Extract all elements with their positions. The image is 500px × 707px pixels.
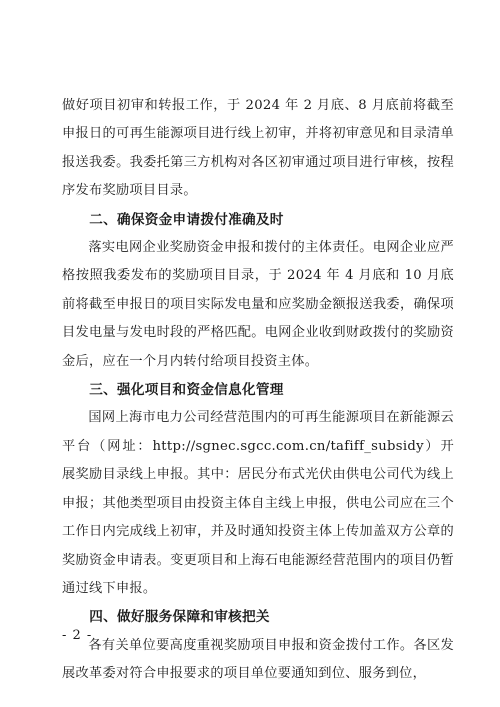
section-heading-information-management: 三、强化项目和资金信息化管理: [89, 382, 284, 399]
section-heading-service-review: 四、做好服务保障和审核把关: [89, 609, 270, 626]
paragraph-grid-enterprise: 落实电网企业奖励资金申报和拨付的主体责任。电网企业应严格按照我委发布的奖励项目目录，于 2024 年 4 月底和 10 月底前将截至申报日的项目实际发电量和应奖励金额报送我委，确保项目发电量与发电时段的严格匹配。电网企业收到财政拨付的奖励资金后，应在一个月内转付给项目投资主体。: [62, 240, 454, 369]
page-number: - 2 -: [62, 628, 93, 643]
paragraph-review-submission: 做好项目初审和转报工作，于 2024 年 2 月底、8 月底前将截至申报日的可再生能源项目进行线上初审，并将初审意见和目录清单报送我委。我委托第三方机构对各区初审通过项目进行审核，按程序发布奖励项目目录。: [62, 98, 454, 199]
document-page: [62, 92, 454, 689]
paragraph-service-guarantee: 各有关单位要高度重视奖励项目申报和资金拨付工作。各区发展改革委对符合申报要求的项目单位要通知到位、服务到位，: [62, 637, 454, 682]
paragraph-online-platform: 国网上海市电力公司经营范围内的可再生能源项目在新能源云平台（网址：http://sgnec.sgcc.com.cn/tafiff_subsidy）开展奖励目录线上申报。其中：居民分布式光伏由供电公司代为线上申报；其他类型项目由投资主体自主线上申报，供电公司应在三个工作日内完成线上初审，并及时通知投资主体上传加盖双方公章的奖励资金申请表。变更项目和上海石电能源经营范围内的项目仍暂通过线下申报。: [62, 410, 454, 596]
section-heading-funding: 二、确保资金申请拨付准确及时: [89, 211, 284, 228]
